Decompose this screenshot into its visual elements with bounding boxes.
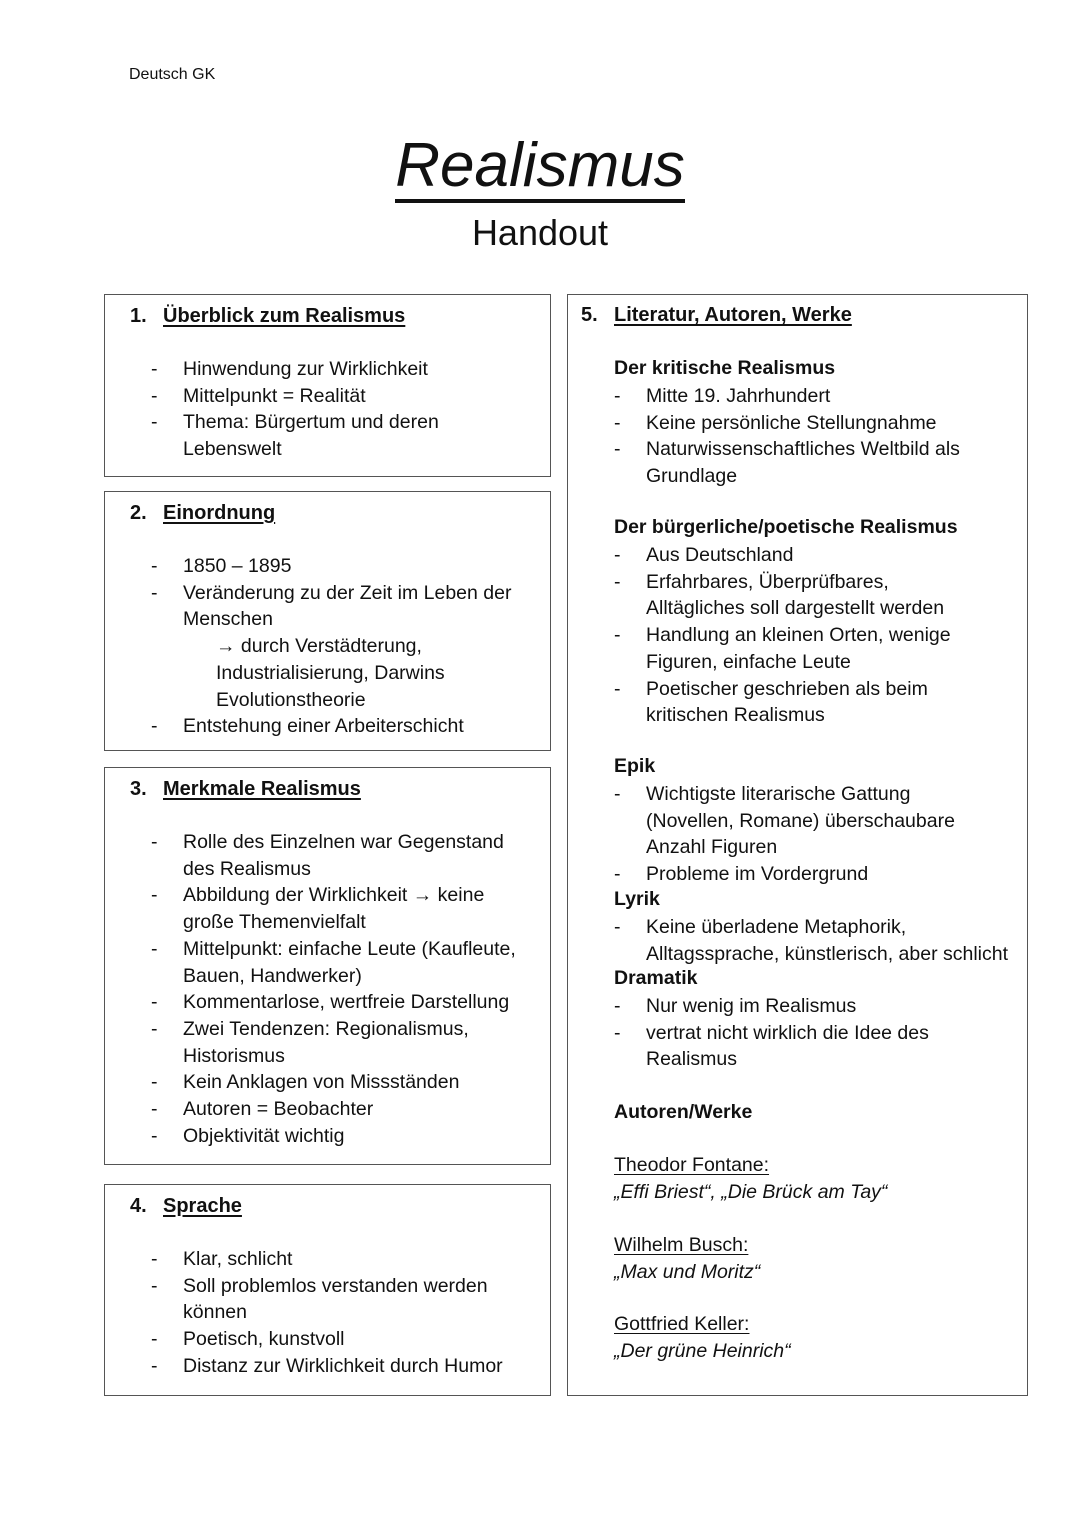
section-title: Einordnung xyxy=(163,502,276,524)
subheading-dramatik: Dramatik xyxy=(614,967,698,989)
list-item: - Naturwissenschaftliches Weltbild als Grundlage xyxy=(614,436,974,489)
list-buergerlich xyxy=(614,542,979,729)
list-item: - Wichtigste literarische Gattung (Novellen, Romane) überschaubare Anzahl Figuren xyxy=(614,781,969,861)
section-list xyxy=(151,1246,531,1380)
list-item: - 1850 – 1895 xyxy=(151,553,531,580)
subheading-autoren: Autoren/Werke xyxy=(614,1101,753,1123)
page-subtitle: Handout xyxy=(471,212,609,253)
list-kritisch xyxy=(614,383,974,490)
section-number: 1. xyxy=(130,305,147,327)
list-item: - Aus Deutschland xyxy=(614,542,979,569)
section-number: 2. xyxy=(130,502,147,524)
list-item: - Mitte 19. Jahrhundert xyxy=(614,383,974,410)
list-item: - Objektivität wichtig xyxy=(151,1123,536,1150)
list-item: - Distanz zur Wirklichkeit durch Humor xyxy=(151,1353,531,1380)
list-item xyxy=(151,580,531,714)
list-dramatik xyxy=(614,993,969,1073)
section-heading xyxy=(130,305,405,328)
list-item: - Mittelpunkt = Realität xyxy=(151,383,531,410)
list-item: - Entstehung einer Arbeiterschicht xyxy=(151,713,531,740)
section-number: 4. xyxy=(130,1195,147,1217)
section-heading xyxy=(130,778,361,801)
list-item: - Probleme im Vordergrund xyxy=(614,861,969,888)
list-item: - Zwei Tendenzen: Regionalismus, Historismus xyxy=(151,1016,536,1069)
list-item: - Mittelpunkt: einfache Leute (Kaufleute, Bauen, Handwerker) xyxy=(151,936,536,989)
section-ueberblick xyxy=(104,294,551,477)
author-name: Theodor Fontane: xyxy=(614,1154,770,1176)
list-item: - Erfahrbares, Überprüfbares, Alltägliches soll dargestellt werden xyxy=(614,569,979,622)
section-number: 3. xyxy=(130,778,147,800)
section-title: Überblick zum Realismus xyxy=(163,305,406,327)
subheading-buergerlich: Der bürgerliche/poetische Realismus xyxy=(614,516,958,538)
list-item: - Kein Anklagen von Missständen xyxy=(151,1069,536,1096)
list-item: - Keine überladene Metaphorik, Alltagssprache, künstlerisch, aber schlicht xyxy=(614,914,1022,967)
section-list xyxy=(151,356,531,463)
author-name: Wilhelm Busch: xyxy=(614,1234,749,1256)
list-item: - Abbildung der Wirklichkeit → keine große Themenvielfalt xyxy=(151,882,536,935)
list-item: - Hinwendung zur Wirklichkeit xyxy=(151,356,531,383)
section-list xyxy=(151,553,531,740)
list-item: - vertrat nicht wirklich die Idee des Realismus xyxy=(614,1020,969,1073)
author-works: „Effi Briest“, „Die Brück am Tay“ xyxy=(614,1181,888,1203)
author-works: „Der grüne Heinrich“ xyxy=(614,1340,791,1362)
sub-item: → durch Verstädterung, Industrialisierung, Darwins Evolutionstheorie xyxy=(216,635,445,711)
author-name: Gottfried Keller: xyxy=(614,1313,750,1335)
section-merkmale xyxy=(104,767,551,1165)
list-item: - Poetischer geschrieben als beim kritischen Realismus xyxy=(614,676,979,729)
subheading-lyrik: Lyrik xyxy=(614,888,660,910)
list-item: - Handlung an kleinen Orten, wenige Figuren, einfache Leute xyxy=(614,622,979,675)
list-item-text: Veränderung zu der Zeit im Leben der Menschen xyxy=(183,581,512,631)
list-epik xyxy=(614,781,969,888)
section-title: Sprache xyxy=(163,1195,242,1217)
list-item: - Rolle des Einzelnen war Gegenstand des Realismus xyxy=(151,829,536,882)
list-item: - Nur wenig im Realismus xyxy=(614,993,969,1020)
page-title-text: Realismus xyxy=(395,135,684,203)
list-item: - Soll problemlos verstanden werden können xyxy=(151,1273,531,1326)
list-item: - Keine persönliche Stellungnahme xyxy=(614,410,974,437)
author-works: „Max und Moritz“ xyxy=(614,1261,761,1283)
course-label: Deutsch GK xyxy=(129,66,216,83)
list-item: - Thema: Bürgertum und deren Lebenswelt xyxy=(151,409,531,462)
section-number: 5. xyxy=(581,304,598,326)
list-lyrik xyxy=(614,914,1022,967)
section-title: Literatur, Autoren, Werke xyxy=(614,304,852,326)
list-item: - Kommentarlose, wertfreie Darstellung xyxy=(151,989,536,1016)
list-item: - Poetisch, kunstvoll xyxy=(151,1326,531,1353)
section-einordnung xyxy=(104,491,551,751)
section-heading xyxy=(581,304,852,327)
section-heading xyxy=(130,1195,242,1218)
list-item: - Klar, schlicht xyxy=(151,1246,531,1273)
page-title xyxy=(0,131,1080,203)
section-title: Merkmale Realismus xyxy=(163,778,361,800)
list-item: - Autoren = Beobachter xyxy=(151,1096,536,1123)
section-list xyxy=(151,829,536,1149)
subheading-epik: Epik xyxy=(614,755,656,777)
section-sprache xyxy=(104,1184,551,1396)
subheading-kritisch: Der kritische Realismus xyxy=(614,357,836,379)
section-heading xyxy=(130,502,275,525)
section-literatur xyxy=(567,294,1028,1396)
